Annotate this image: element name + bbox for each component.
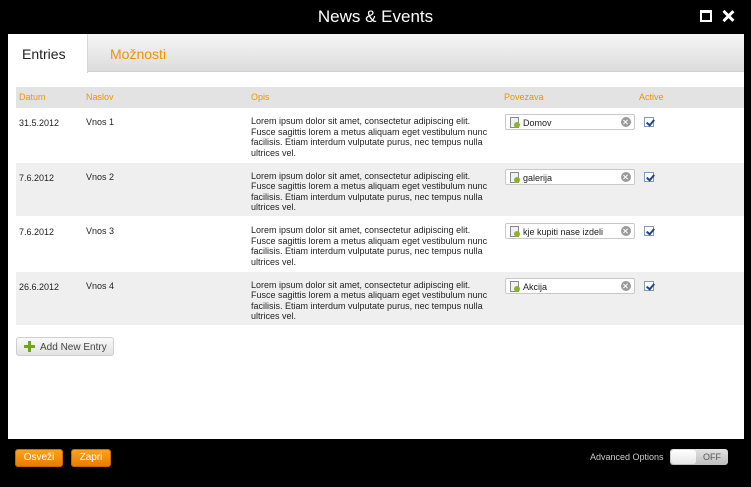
- link-field[interactable]: [505, 278, 635, 294]
- maximize-icon[interactable]: [700, 10, 712, 22]
- row-description: Lorem ipsum dolor sit amet, consectetur adipiscing elit. Fusce sagittis lorem a metus aliquam eget vestibulum nunc facilisis. Etiam interdum vulputate purus, nec tempus nulla ultrices vel.: [251, 116, 488, 158]
- page-link-icon: [510, 281, 519, 292]
- plus-icon: [24, 341, 35, 352]
- row-title: Vnos 1: [86, 117, 115, 127]
- close-button[interactable]: Zapri: [71, 449, 111, 467]
- tab-entries[interactable]: Entries: [8, 34, 88, 73]
- grid-header: [16, 87, 744, 108]
- footer-bar: [0, 440, 751, 487]
- window-title: News & Events: [317, 7, 434, 26]
- column-header-datum[interactable]: Datum: [19, 92, 46, 102]
- row-date: 31.5.2012: [19, 118, 60, 128]
- table-row[interactable]: [16, 217, 744, 272]
- row-description: Lorem ipsum dolor sit amet, consectetur adipiscing elit. Fusce sagittis lorem a metus aliquam eget vestibulum nunc facilisis. Etiam interdum vulputate purus, nec tempus nulla ultrices vel.: [251, 279, 488, 321]
- active-checkbox[interactable]: [644, 226, 654, 236]
- column-header-active[interactable]: Active: [639, 92, 664, 102]
- row-title: Vnos 4: [86, 280, 115, 291]
- clear-link-icon[interactable]: [621, 281, 631, 291]
- entries-grid: [16, 87, 744, 326]
- add-new-entry-button[interactable]: [16, 337, 114, 356]
- column-header-naslov[interactable]: Naslov: [86, 92, 114, 102]
- clear-link-icon[interactable]: [621, 226, 631, 236]
- row-description: Lorem ipsum dolor sit amet, consectetur adipiscing elit. Fusce sagittis lorem a metus aliquam eget vestibulum nunc facilisis. Etiam interdum vulputate purus, nec tempus nulla ultrices vel.: [251, 170, 488, 212]
- row-date: 7.6.2012: [19, 172, 55, 183]
- table-row[interactable]: [16, 108, 744, 163]
- active-checkbox[interactable]: [644, 281, 654, 291]
- active-checkbox[interactable]: [644, 172, 654, 182]
- clear-link-icon[interactable]: [621, 172, 631, 182]
- main-panel: [8, 34, 744, 439]
- link-value: Akcija: [523, 281, 548, 292]
- link-value: galerija: [523, 172, 553, 183]
- clear-link-icon[interactable]: [621, 117, 631, 127]
- active-checkbox[interactable]: [644, 117, 654, 127]
- link-value: kje kupiti nase izdeli: [523, 227, 604, 237]
- row-description: Lorem ipsum dolor sit amet, consectetur adipiscing elit. Fusce sagittis lorem a metus aliquam eget vestibulum nunc facilisis. Etiam interdum vulputate purus, nec tempus nulla ultrices vel.: [251, 225, 488, 267]
- link-field[interactable]: [505, 223, 635, 239]
- column-header-opis[interactable]: Opis: [251, 92, 270, 102]
- refresh-button[interactable]: Osveži: [15, 449, 63, 467]
- advanced-options-toggle[interactable]: [670, 449, 728, 465]
- advanced-options-label: Advanced Options: [590, 452, 664, 462]
- link-field[interactable]: [505, 169, 635, 185]
- add-new-entry-label: Add New Entry: [40, 342, 107, 353]
- table-row[interactable]: [16, 163, 744, 218]
- toggle-state: OFF: [703, 452, 721, 462]
- page-link-icon: [510, 226, 519, 237]
- link-field[interactable]: [505, 114, 635, 130]
- row-title: Vnos 2: [86, 171, 115, 182]
- close-icon[interactable]: [722, 10, 734, 22]
- tab-bar: [8, 34, 744, 72]
- tab-moznosti[interactable]: Možnosti: [110, 46, 167, 62]
- column-header-povezava[interactable]: Povezava: [504, 92, 544, 102]
- page-link-icon: [510, 117, 519, 128]
- row-date: 26.6.2012: [19, 281, 60, 292]
- row-date: 7.6.2012: [19, 227, 55, 237]
- row-title: Vnos 3: [86, 226, 115, 236]
- toggle-knob: [671, 450, 696, 464]
- page-link-icon: [510, 172, 519, 183]
- link-value: Domov: [523, 118, 552, 128]
- table-row[interactable]: [16, 272, 744, 327]
- title-bar: [0, 0, 751, 34]
